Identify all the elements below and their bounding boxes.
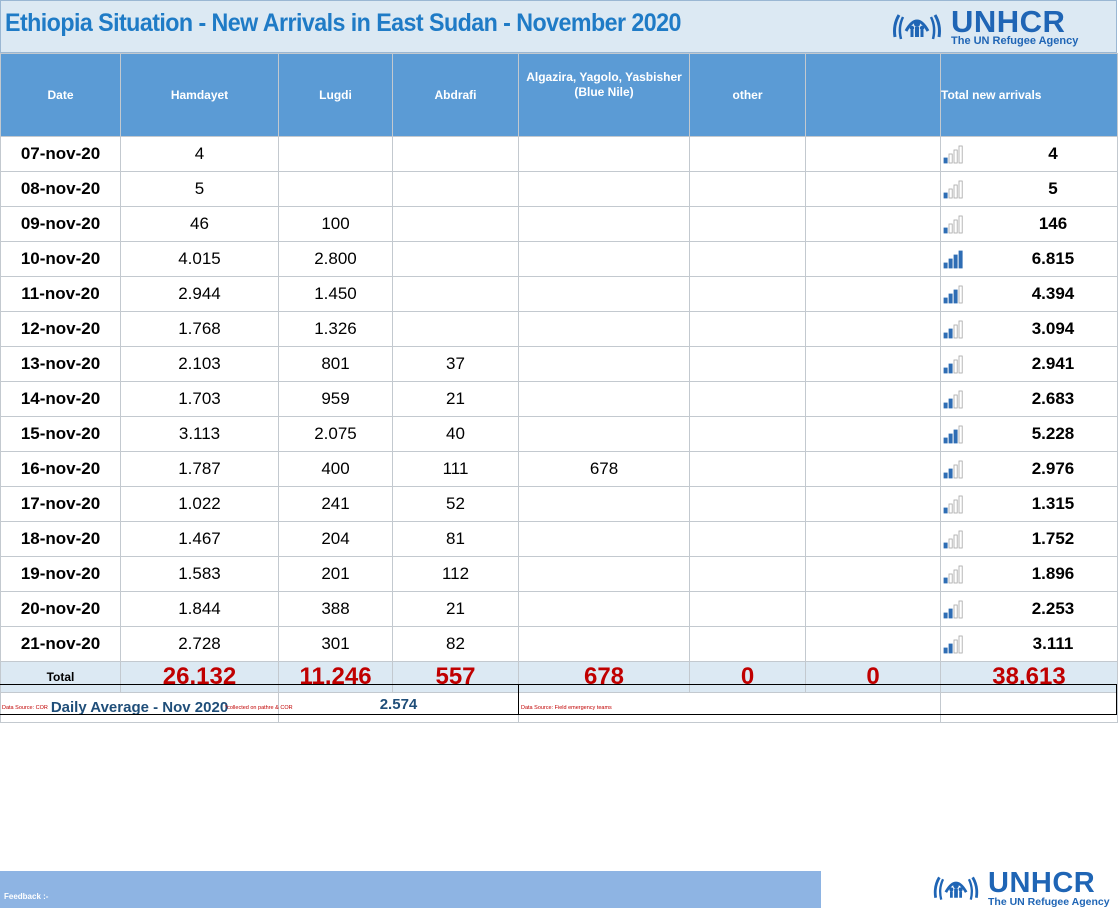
cell-abdrafi: 111 bbox=[393, 452, 519, 487]
cell-total bbox=[941, 452, 1118, 487]
logo-tagline: The UN Refugee Agency bbox=[951, 35, 1079, 47]
cell-total bbox=[941, 627, 1118, 662]
signal-bar bbox=[954, 465, 957, 478]
signal-bar bbox=[959, 531, 962, 548]
col-header-algazira: Algazira, Yagolo, Yasbisher (Blue Nile) bbox=[519, 54, 690, 137]
signal-bars-icon bbox=[943, 424, 1003, 444]
table-row bbox=[1, 417, 1118, 452]
row-total-value: 3.094 bbox=[1031, 319, 1075, 339]
cell-extra bbox=[806, 592, 941, 627]
cell-total bbox=[941, 242, 1118, 277]
row-total-value: 1.896 bbox=[1031, 564, 1075, 584]
data-source-left: Data Source: COR bbox=[2, 705, 48, 711]
cell-abdrafi: 81 bbox=[393, 522, 519, 557]
table-row bbox=[1, 277, 1118, 312]
signal-bar bbox=[954, 395, 957, 408]
total-algazira: 678 bbox=[519, 662, 690, 693]
cell-other bbox=[690, 592, 806, 627]
cell-algazira bbox=[519, 382, 690, 417]
signal-bar bbox=[944, 403, 947, 408]
signal-bar bbox=[954, 430, 957, 443]
feedback-bar bbox=[0, 871, 821, 908]
col-header-total: Total new arrivals bbox=[941, 54, 1118, 137]
signal-bars-icon bbox=[943, 459, 1003, 479]
signal-bar bbox=[944, 298, 947, 303]
signal-bar bbox=[954, 185, 957, 198]
cell-extra bbox=[806, 277, 941, 312]
row-date: 14-nov-20 bbox=[1, 382, 121, 417]
cell-total bbox=[941, 347, 1118, 382]
cell-abdrafi bbox=[393, 137, 519, 172]
row-total-value: 3.111 bbox=[1032, 634, 1074, 654]
feedback-label: Feedback :- bbox=[4, 892, 49, 901]
cell-algazira bbox=[519, 627, 690, 662]
cell-algazira: 678 bbox=[519, 452, 690, 487]
cell-abdrafi bbox=[393, 277, 519, 312]
signal-bar bbox=[954, 570, 957, 583]
table-row bbox=[1, 522, 1118, 557]
row-total-value: 1.315 bbox=[1031, 494, 1075, 514]
cell-algazira bbox=[519, 312, 690, 347]
cell-other bbox=[690, 487, 806, 522]
row-date: 19-nov-20 bbox=[1, 557, 121, 592]
cell-algazira bbox=[519, 417, 690, 452]
table-row bbox=[1, 382, 1118, 417]
row-date: 17-nov-20 bbox=[1, 487, 121, 522]
cell-algazira bbox=[519, 277, 690, 312]
cell-abdrafi: 40 bbox=[393, 417, 519, 452]
signal-bar bbox=[954, 605, 957, 618]
cell-other bbox=[690, 452, 806, 487]
row-total-value: 4.394 bbox=[1031, 284, 1075, 304]
total-hamdayet: 26.132 bbox=[121, 662, 279, 693]
row-date: 15-nov-20 bbox=[1, 417, 121, 452]
cell-extra bbox=[806, 137, 941, 172]
cell-other bbox=[690, 522, 806, 557]
table-row bbox=[1, 207, 1118, 242]
cell-algazira bbox=[519, 487, 690, 522]
signal-bar bbox=[944, 648, 947, 653]
cell-hamdayet: 2.944 bbox=[121, 277, 279, 312]
totals-label: Total bbox=[1, 662, 121, 693]
signal-bar bbox=[954, 255, 957, 268]
cell-abdrafi: 82 bbox=[393, 627, 519, 662]
cell-algazira bbox=[519, 592, 690, 627]
table-row bbox=[1, 592, 1118, 627]
signal-bars-icon bbox=[943, 564, 1003, 584]
cell-extra bbox=[806, 207, 941, 242]
cell-other bbox=[690, 172, 806, 207]
signal-bars-icon bbox=[943, 284, 1003, 304]
signal-bar bbox=[954, 500, 957, 513]
signal-bar bbox=[944, 543, 947, 548]
row-date: 10-nov-20 bbox=[1, 242, 121, 277]
signal-bar bbox=[949, 189, 952, 198]
cell-other bbox=[690, 312, 806, 347]
signal-bar bbox=[959, 216, 962, 233]
signal-bar bbox=[959, 496, 962, 513]
signal-bar bbox=[959, 321, 962, 338]
signal-bar bbox=[944, 158, 947, 163]
cell-extra bbox=[806, 382, 941, 417]
cell-abdrafi: 112 bbox=[393, 557, 519, 592]
arrivals-table bbox=[0, 53, 1118, 723]
row-total-value: 5 bbox=[1048, 179, 1058, 199]
cell-abdrafi: 21 bbox=[393, 382, 519, 417]
cell-lugdi: 100 bbox=[279, 207, 393, 242]
signal-bar bbox=[944, 368, 947, 373]
cell-other bbox=[690, 627, 806, 662]
cell-abdrafi: 52 bbox=[393, 487, 519, 522]
col-header-blank bbox=[806, 54, 941, 137]
cell-hamdayet: 1.583 bbox=[121, 557, 279, 592]
row-date: 12-nov-20 bbox=[1, 312, 121, 347]
unhcr-emblem-icon bbox=[930, 870, 982, 907]
daily-average-label: Daily Average - Nov 2020 bbox=[1, 693, 279, 723]
signal-bar bbox=[959, 286, 962, 303]
cell-total bbox=[941, 207, 1118, 242]
cell-lugdi: 241 bbox=[279, 487, 393, 522]
cell-abdrafi bbox=[393, 312, 519, 347]
table-row bbox=[1, 172, 1118, 207]
row-total-value: 1.752 bbox=[1031, 529, 1075, 549]
cell-total bbox=[941, 522, 1118, 557]
total-other: 0 bbox=[690, 662, 806, 693]
logo-tagline: The UN Refugee Agency bbox=[988, 896, 1110, 908]
signal-bar bbox=[949, 644, 952, 653]
row-date: 18-nov-20 bbox=[1, 522, 121, 557]
table-row bbox=[1, 627, 1118, 662]
cell-other bbox=[690, 382, 806, 417]
row-total-value: 2.976 bbox=[1031, 459, 1075, 479]
cell-lugdi: 2.800 bbox=[279, 242, 393, 277]
signal-bar bbox=[944, 438, 947, 443]
signal-bar bbox=[959, 636, 962, 653]
cell-abdrafi bbox=[393, 207, 519, 242]
cell-other bbox=[690, 207, 806, 242]
table-row bbox=[1, 452, 1118, 487]
signal-bars-icon bbox=[943, 529, 1003, 549]
signal-bars-icon bbox=[943, 389, 1003, 409]
cell-other bbox=[690, 137, 806, 172]
total-all: 38.613 bbox=[941, 662, 1118, 693]
cell-lugdi: 204 bbox=[279, 522, 393, 557]
signal-bar bbox=[949, 539, 952, 548]
signal-bar bbox=[954, 150, 957, 163]
source-divider bbox=[518, 685, 519, 714]
cell-extra bbox=[806, 522, 941, 557]
signal-bar bbox=[959, 461, 962, 478]
cell-lugdi: 400 bbox=[279, 452, 393, 487]
table-row bbox=[1, 312, 1118, 347]
cell-lugdi bbox=[279, 172, 393, 207]
row-total-value: 4 bbox=[1048, 144, 1058, 164]
cell-total bbox=[941, 312, 1118, 347]
cell-lugdi: 201 bbox=[279, 557, 393, 592]
row-total-value: 2.253 bbox=[1031, 599, 1075, 619]
signal-bar bbox=[954, 220, 957, 233]
col-header-date: Date bbox=[1, 54, 121, 137]
row-date: 21-nov-20 bbox=[1, 627, 121, 662]
signal-bar bbox=[949, 504, 952, 513]
row-date: 20-nov-20 bbox=[1, 592, 121, 627]
signal-bar bbox=[959, 566, 962, 583]
cell-extra bbox=[806, 452, 941, 487]
cell-hamdayet: 3.113 bbox=[121, 417, 279, 452]
signal-bar bbox=[949, 364, 952, 373]
signal-bar bbox=[944, 193, 947, 198]
cell-extra bbox=[806, 487, 941, 522]
signal-bar bbox=[944, 228, 947, 233]
signal-bar bbox=[944, 333, 947, 338]
signal-bar bbox=[959, 356, 962, 373]
signal-bars-icon bbox=[943, 319, 1003, 339]
row-date: 07-nov-20 bbox=[1, 137, 121, 172]
cell-hamdayet: 1.787 bbox=[121, 452, 279, 487]
cell-total bbox=[941, 557, 1118, 592]
total-abdrafi: 557 bbox=[393, 662, 519, 693]
cell-other bbox=[690, 242, 806, 277]
signal-bar bbox=[949, 224, 952, 233]
cell-hamdayet: 2.103 bbox=[121, 347, 279, 382]
cell-hamdayet: 46 bbox=[121, 207, 279, 242]
cell-extra bbox=[806, 627, 941, 662]
signal-bar bbox=[944, 508, 947, 513]
cell-total bbox=[941, 417, 1118, 452]
cell-extra bbox=[806, 417, 941, 452]
signal-bar bbox=[949, 469, 952, 478]
cell-total bbox=[941, 382, 1118, 417]
signal-bar bbox=[949, 154, 952, 163]
page-title: Ethiopia Situation - New Arrivals in East Sudan - November 2020 bbox=[5, 9, 681, 37]
cell-extra bbox=[806, 347, 941, 382]
unhcr-emblem-icon bbox=[889, 7, 945, 47]
cell-hamdayet: 4 bbox=[121, 137, 279, 172]
signal-bar bbox=[944, 473, 947, 478]
cell-algazira bbox=[519, 522, 690, 557]
row-total-value: 5.228 bbox=[1031, 424, 1075, 444]
table-row bbox=[1, 242, 1118, 277]
row-total-value: 146 bbox=[1038, 214, 1068, 234]
signal-bar bbox=[944, 578, 947, 583]
cell-hamdayet: 1.703 bbox=[121, 382, 279, 417]
daily-average-value: 2.574 bbox=[279, 693, 519, 723]
row-total-value: 2.683 bbox=[1031, 389, 1075, 409]
cell-abdrafi: 21 bbox=[393, 592, 519, 627]
col-header-hamdayet: Hamdayet bbox=[121, 54, 279, 137]
cell-hamdayet: 1.022 bbox=[121, 487, 279, 522]
cell-other bbox=[690, 417, 806, 452]
unhcr-logo bbox=[889, 6, 1078, 47]
signal-bar bbox=[959, 391, 962, 408]
signal-bars-icon bbox=[943, 179, 1003, 199]
signal-bar bbox=[959, 146, 962, 163]
cell-total bbox=[941, 592, 1118, 627]
signal-bar bbox=[954, 640, 957, 653]
signal-bar bbox=[949, 294, 952, 303]
title-bar bbox=[0, 0, 1117, 53]
signal-bar bbox=[949, 609, 952, 618]
signal-bars-icon bbox=[943, 249, 1003, 269]
table-row bbox=[1, 487, 1118, 522]
row-date: 09-nov-20 bbox=[1, 207, 121, 242]
cell-hamdayet: 4.015 bbox=[121, 242, 279, 277]
logo-brand: UNHCR bbox=[951, 4, 1066, 39]
cell-algazira bbox=[519, 207, 690, 242]
cell-hamdayet: 1.768 bbox=[121, 312, 279, 347]
cell-algazira bbox=[519, 137, 690, 172]
cell-lugdi: 388 bbox=[279, 592, 393, 627]
signal-bar bbox=[959, 601, 962, 618]
cell-lugdi: 1.326 bbox=[279, 312, 393, 347]
cell-total bbox=[941, 172, 1118, 207]
signal-bar bbox=[949, 329, 952, 338]
row-date: 13-nov-20 bbox=[1, 347, 121, 382]
cell-algazira bbox=[519, 347, 690, 382]
cell-abdrafi bbox=[393, 242, 519, 277]
cell-hamdayet: 1.844 bbox=[121, 592, 279, 627]
total-extra: 0 bbox=[806, 662, 941, 693]
signal-bar bbox=[959, 181, 962, 198]
signal-bar bbox=[959, 426, 962, 443]
cell-total bbox=[941, 277, 1118, 312]
signal-bar bbox=[954, 290, 957, 303]
row-date: 11-nov-20 bbox=[1, 277, 121, 312]
cell-total bbox=[941, 487, 1118, 522]
cell-abdrafi: 37 bbox=[393, 347, 519, 382]
signal-bar bbox=[944, 263, 947, 268]
cell-hamdayet: 2.728 bbox=[121, 627, 279, 662]
signal-bars-icon bbox=[943, 214, 1003, 234]
cell-other bbox=[690, 557, 806, 592]
cell-hamdayet: 1.467 bbox=[121, 522, 279, 557]
source-box bbox=[0, 684, 1117, 715]
signal-bar bbox=[944, 613, 947, 618]
signal-bar bbox=[949, 574, 952, 583]
signal-bar bbox=[949, 434, 952, 443]
cell-hamdayet: 5 bbox=[121, 172, 279, 207]
row-date: 08-nov-20 bbox=[1, 172, 121, 207]
signal-bar bbox=[949, 399, 952, 408]
cell-lugdi: 959 bbox=[279, 382, 393, 417]
cell-total bbox=[941, 137, 1118, 172]
cell-algazira bbox=[519, 557, 690, 592]
total-lugdi: 11.246 bbox=[279, 662, 393, 693]
data-source-note: *collected on pathre & COR bbox=[225, 705, 293, 711]
signal-bars-icon bbox=[943, 354, 1003, 374]
cell-lugdi: 2.075 bbox=[279, 417, 393, 452]
signal-bar bbox=[949, 259, 952, 268]
cell-lugdi bbox=[279, 137, 393, 172]
cell-other bbox=[690, 277, 806, 312]
cell-lugdi: 301 bbox=[279, 627, 393, 662]
signal-bar bbox=[954, 360, 957, 373]
col-header-lugdi: Lugdi bbox=[279, 54, 393, 137]
cell-lugdi: 801 bbox=[279, 347, 393, 382]
signal-bar bbox=[954, 535, 957, 548]
table-row bbox=[1, 347, 1118, 382]
signal-bar bbox=[954, 325, 957, 338]
cell-algazira bbox=[519, 172, 690, 207]
cell-abdrafi bbox=[393, 172, 519, 207]
signal-bars-icon bbox=[943, 634, 1003, 654]
row-total-value: 6.815 bbox=[1031, 249, 1075, 269]
cell-extra bbox=[806, 557, 941, 592]
table-row bbox=[1, 137, 1118, 172]
signal-bars-icon bbox=[943, 599, 1003, 619]
unhcr-logo-footer bbox=[930, 869, 1110, 908]
cell-algazira bbox=[519, 242, 690, 277]
header-row bbox=[1, 54, 1118, 137]
cell-lugdi: 1.450 bbox=[279, 277, 393, 312]
cell-extra bbox=[806, 242, 941, 277]
cell-extra bbox=[806, 172, 941, 207]
data-source-right: Data Source: Field emergency teams bbox=[521, 705, 612, 711]
col-header-other: other bbox=[690, 54, 806, 137]
signal-bars-icon bbox=[943, 144, 1003, 164]
col-header-abdrafi: Abdrafi bbox=[393, 54, 519, 137]
signal-bar bbox=[959, 251, 962, 268]
row-total-value: 2.941 bbox=[1031, 354, 1075, 374]
cell-extra bbox=[806, 312, 941, 347]
logo-brand: UNHCR bbox=[988, 867, 1096, 899]
signal-bars-icon bbox=[943, 494, 1003, 514]
cell-other bbox=[690, 347, 806, 382]
row-date: 16-nov-20 bbox=[1, 452, 121, 487]
table-row bbox=[1, 557, 1118, 592]
